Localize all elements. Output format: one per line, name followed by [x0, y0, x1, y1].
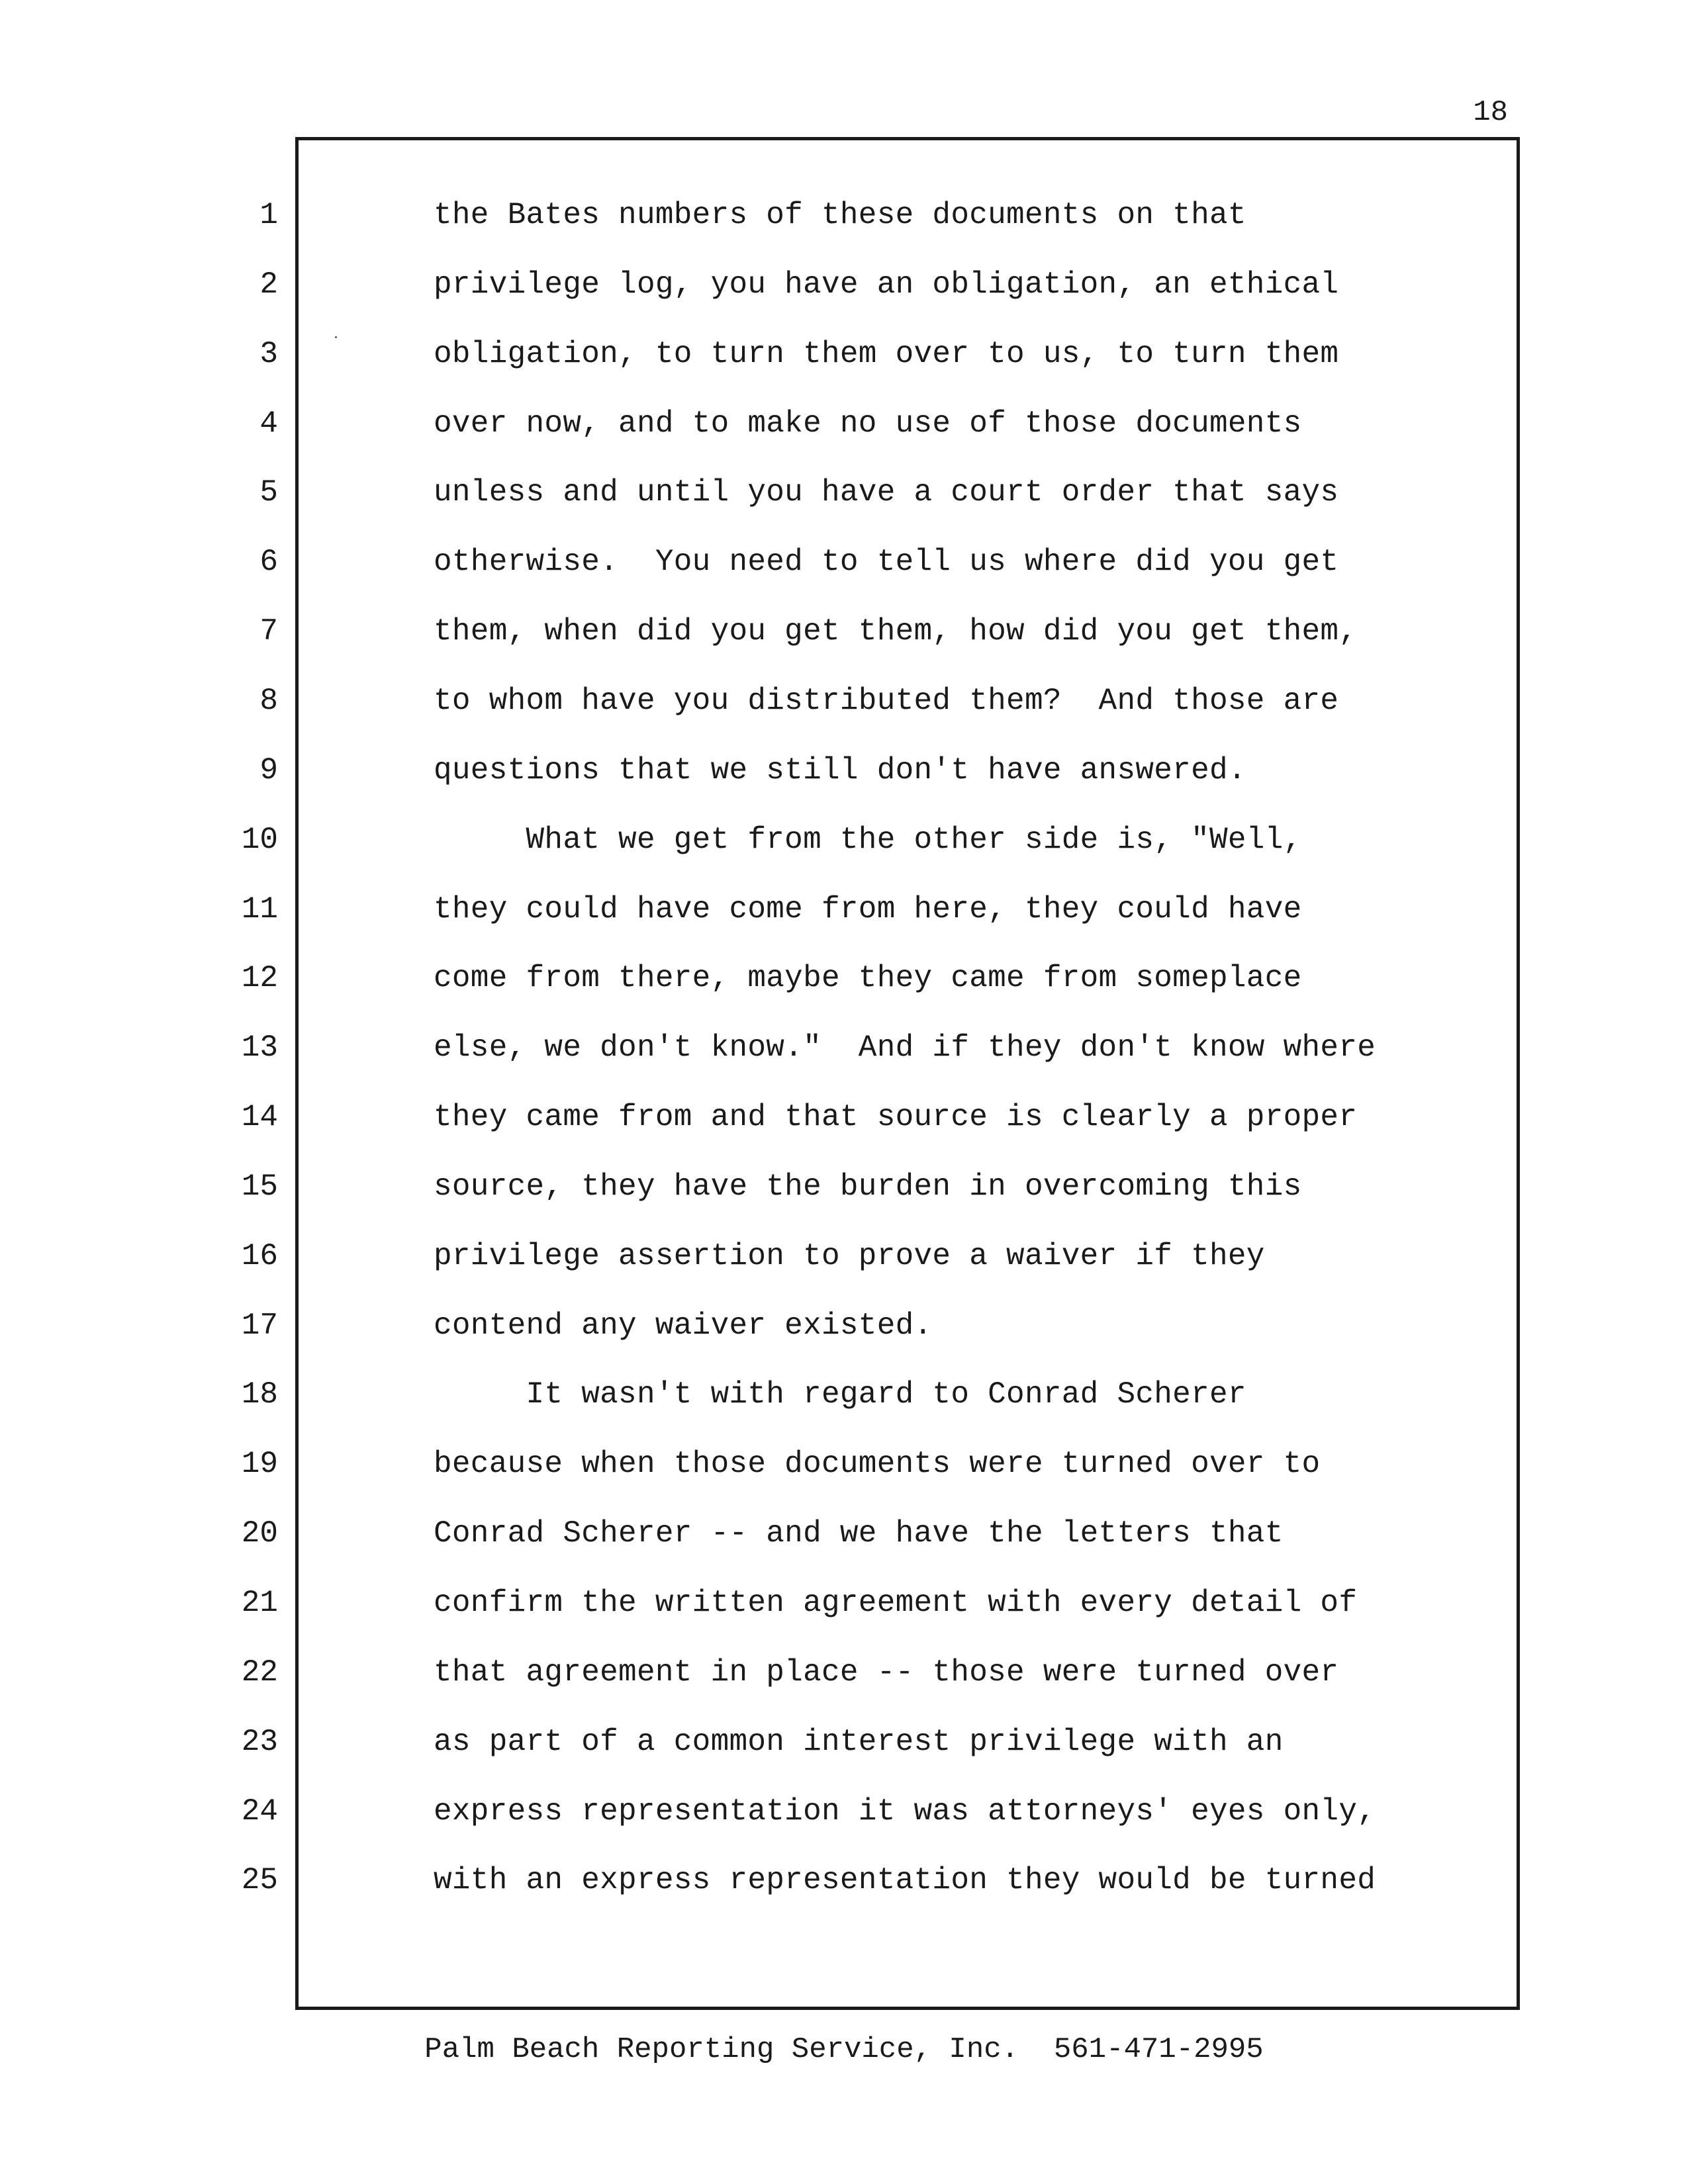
transcript-line: source, they have the burden in overcoming this	[434, 1169, 1302, 1204]
transcript-line: confirm the written agreement with every detail of	[434, 1586, 1358, 1620]
line-number: 12	[241, 961, 278, 995]
line-number: 23	[241, 1725, 278, 1759]
transcript-line: It wasn't with regard to Conrad Scherer	[434, 1377, 1246, 1412]
transcript-line: to whom have you distributed them? And those are	[434, 684, 1339, 718]
line-number: 7	[259, 614, 278, 649]
line-number: 18	[241, 1377, 278, 1412]
reporter-footer: Palm Beach Reporting Service, Inc. 561-471-2995	[424, 2033, 1264, 2066]
transcript-line: Conrad Scherer -- and we have the letters that	[434, 1516, 1284, 1551]
transcript-line: over now, and to make no use of those documents	[434, 406, 1302, 441]
transcript-line: privilege log, you have an obligation, an ethical	[434, 267, 1339, 302]
transcript-line: because when those documents were turned over to	[434, 1447, 1321, 1481]
line-number: 25	[241, 1863, 278, 1897]
line-number: 6	[259, 545, 278, 579]
transcript-line: express representation it was attorneys' eyes only,	[434, 1794, 1376, 1829]
transcript-line: with an express representation they would be turned	[434, 1863, 1376, 1897]
line-number: 4	[259, 406, 278, 441]
transcript-line: they came from and that source is clearly a proper	[434, 1100, 1358, 1134]
line-number: 5	[259, 475, 278, 510]
line-number: 24	[241, 1794, 278, 1829]
transcript-line: come from there, maybe they came from someplace	[434, 961, 1302, 995]
line-number: 10	[241, 823, 278, 857]
line-number: 16	[241, 1239, 278, 1273]
transcript-line: privilege assertion to prove a waiver if they	[434, 1239, 1265, 1273]
transcript-line: the Bates numbers of these documents on that	[434, 198, 1246, 232]
line-number: 22	[241, 1655, 278, 1690]
line-number: 14	[241, 1100, 278, 1134]
transcript-line: What we get from the other side is, "Well,	[434, 823, 1302, 857]
page-number: 18	[1473, 96, 1508, 129]
transcript-line: them, when did you get them, how did you get them,	[434, 614, 1358, 649]
transcript-line: questions that we still don't have answered.	[434, 753, 1246, 788]
line-number: 9	[259, 753, 278, 788]
scan-speck	[335, 336, 337, 338]
transcript-line: else, we don't know." And if they don't know where	[434, 1030, 1376, 1065]
line-number: 11	[241, 892, 278, 927]
transcript-line: obligation, to turn them over to us, to turn them	[434, 337, 1339, 371]
line-number: 17	[241, 1308, 278, 1343]
transcript-line: otherwise. You need to tell us where did you get	[434, 545, 1339, 579]
line-number: 19	[241, 1447, 278, 1481]
transcript-line: as part of a common interest privilege with an	[434, 1725, 1284, 1759]
line-number: 8	[259, 684, 278, 718]
line-number: 15	[241, 1169, 278, 1204]
transcript-line: they could have come from here, they could have	[434, 892, 1302, 927]
line-number: 2	[259, 267, 278, 302]
transcript-line: that agreement in place -- those were turned over	[434, 1655, 1339, 1690]
line-number: 13	[241, 1030, 278, 1065]
transcript-line: unless and until you have a court order that says	[434, 475, 1339, 510]
line-number: 20	[241, 1516, 278, 1551]
line-number: 3	[259, 337, 278, 371]
line-number: 1	[259, 198, 278, 232]
line-number: 21	[241, 1586, 278, 1620]
transcript-line: contend any waiver existed.	[434, 1308, 933, 1343]
